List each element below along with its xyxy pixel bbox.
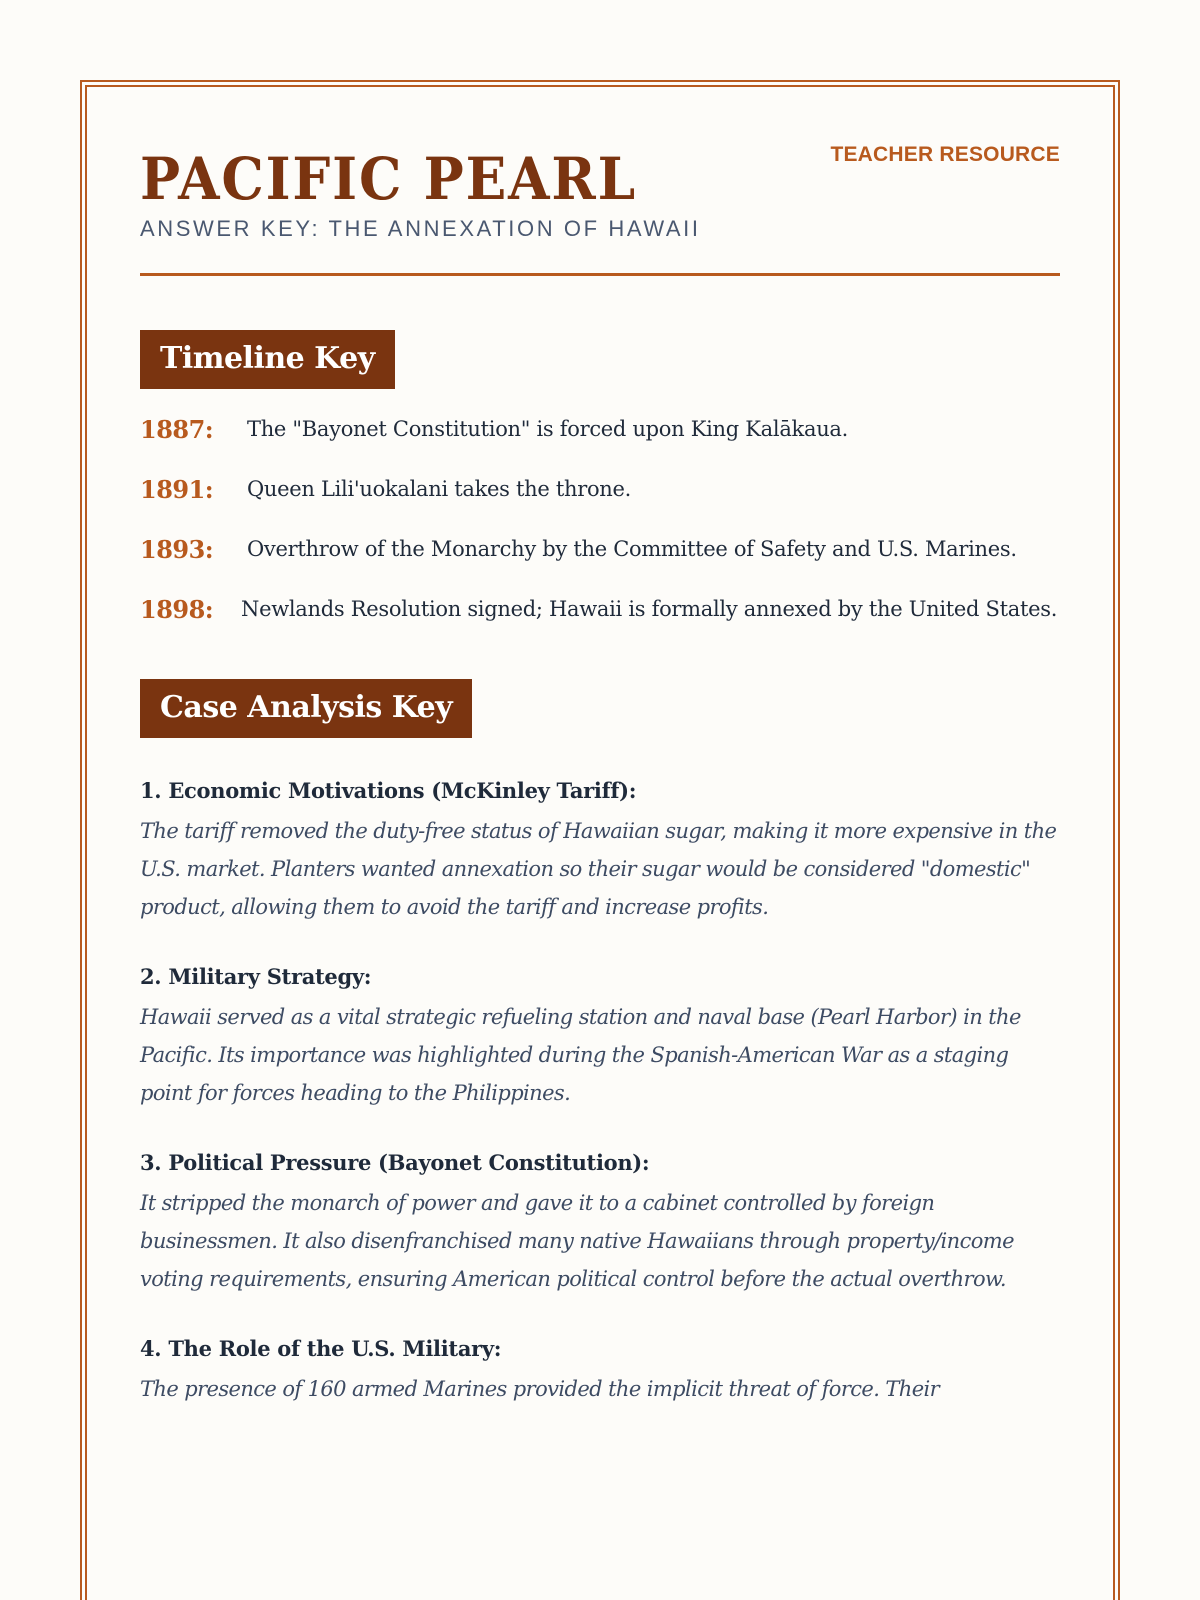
timeline-year: 1893: bbox=[140, 535, 214, 564]
timeline-list bbox=[140, 413, 1060, 627]
case-item bbox=[140, 1148, 1060, 1298]
document-title: PACIFIC PEARL bbox=[140, 145, 637, 213]
answer-key-document bbox=[140, 140, 1060, 1444]
case-answer: The tariff removed the duty-free status of Hawaiian sugar, making it more expensive in the U.S. market. Planters wanted annexation so their sugar would be considered "domestic" product, allowing them to avoid the tariff and increase profits. bbox=[140, 819, 1057, 919]
timeline-item bbox=[140, 533, 1060, 567]
timeline-item bbox=[140, 593, 1060, 627]
timeline-item bbox=[140, 413, 1060, 447]
timeline-event: Queen Lili'uokalani takes the throne. bbox=[247, 477, 632, 501]
case-item bbox=[140, 776, 1060, 926]
document-subtitle: ANSWER KEY: THE ANNEXATION OF HAWAII bbox=[140, 216, 701, 241]
case-title: 1. Economic Motivations (McKinley Tariff): bbox=[140, 778, 637, 803]
case-analysis-key-heading: Case Analysis Key bbox=[140, 679, 472, 738]
case-analysis-list bbox=[140, 776, 1060, 1408]
case-answer: The presence of 160 armed Marines provided the implicit threat of force. Their bbox=[140, 1377, 940, 1401]
timeline-item bbox=[140, 473, 1060, 507]
case-item bbox=[140, 1334, 1060, 1408]
timeline-event: Overthrow of the Monarchy by the Committee of Safety and U.S. Marines. bbox=[247, 537, 1017, 561]
case-answer: Hawaii served as a vital strategic refueling station and naval base (Pearl Harbor) in the Pacific. Its importance was highlighted during the Spanish-American War as a staging point for forces heading to the Philippines. bbox=[140, 1005, 1021, 1105]
timeline-year: 1887: bbox=[140, 415, 214, 444]
case-title: 3. Political Pressure (Bayonet Constitution): bbox=[140, 1150, 650, 1175]
case-item bbox=[140, 962, 1060, 1112]
case-answer: It stripped the monarch of power and gave it to a cabinet controlled by foreign businessmen. It also disenfranchised many native Hawaiians through property/income voting requirements, ensuring American political control before the actual overthrow. bbox=[140, 1191, 1014, 1291]
teacher-resource-label: TEACHER RESOURCE bbox=[830, 143, 1060, 166]
timeline-event: Newlands Resolution signed; Hawaii is formally annexed by the United States. bbox=[241, 597, 1058, 621]
document-header bbox=[140, 140, 1060, 276]
timeline-year: 1891: bbox=[140, 475, 214, 504]
timeline-event: The "Bayonet Constitution" is forced upon King Kalākaua. bbox=[247, 417, 849, 441]
timeline-year: 1898: bbox=[140, 595, 214, 624]
case-title: 4. The Role of the U.S. Military: bbox=[140, 1336, 502, 1361]
case-title: 2. Military Strategy: bbox=[140, 964, 372, 989]
timeline-key-heading: Timeline Key bbox=[140, 330, 395, 389]
